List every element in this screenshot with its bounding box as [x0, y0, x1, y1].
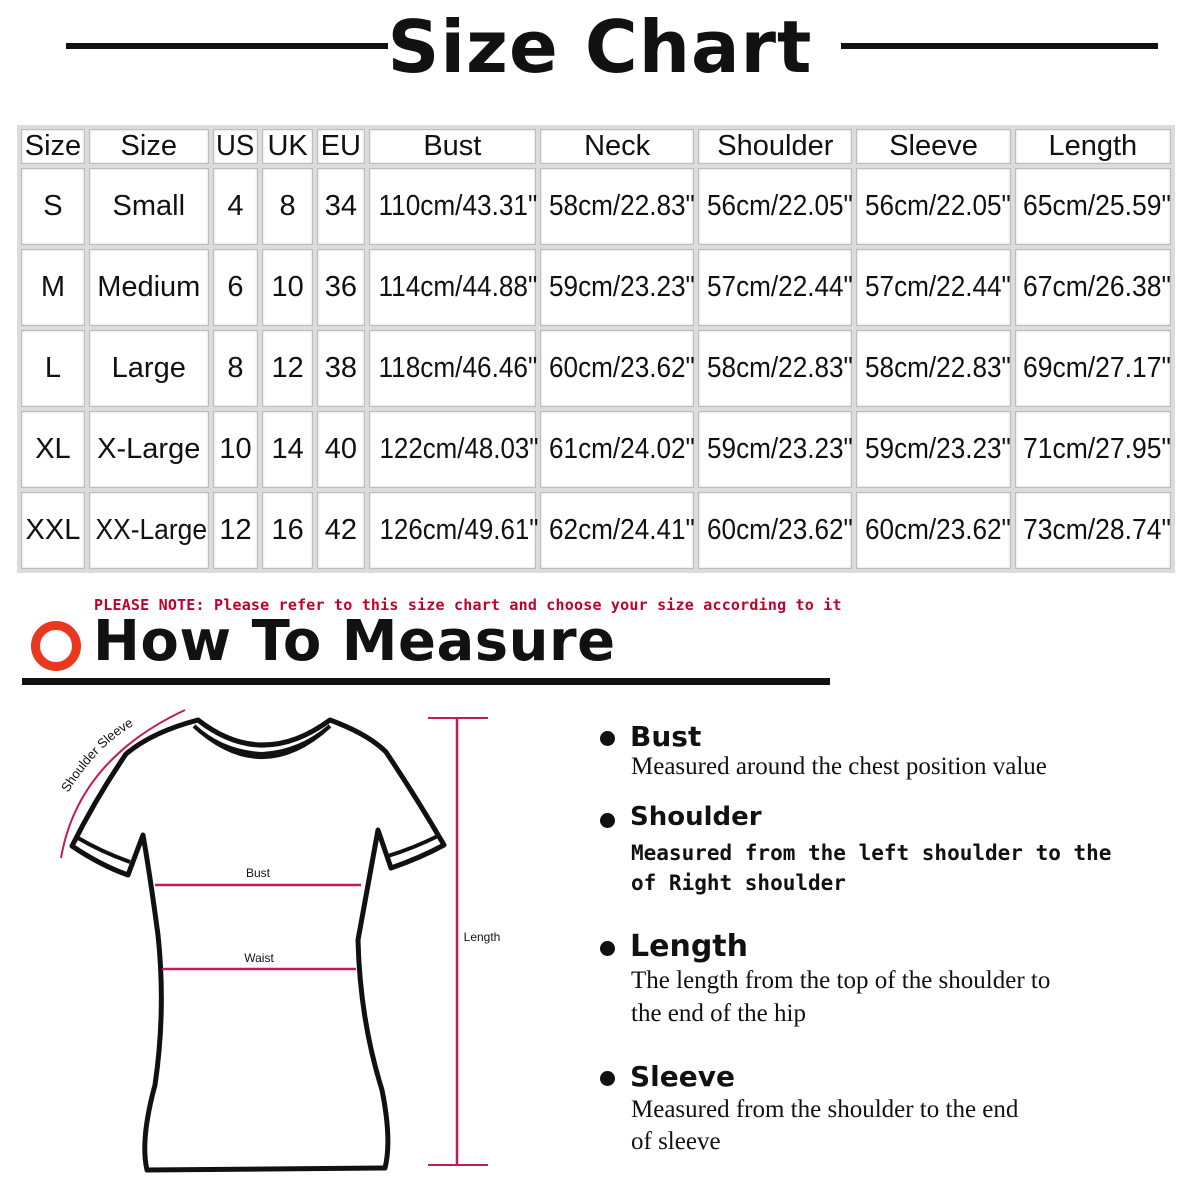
desc-sleeve-text-line-1: Measured from the shoulder to the end	[631, 1096, 1019, 1123]
table-cell: 16	[262, 492, 313, 569]
table-cell: 12	[262, 330, 313, 407]
bullet-icon	[600, 941, 615, 956]
desc-shoulder-heading: Shoulder	[630, 802, 762, 832]
table-cell: 14	[262, 411, 313, 488]
size-chart-table	[17, 125, 1175, 573]
desc-length-text-line-1: The length from the top of the shoulder to	[631, 967, 1051, 994]
table-cell: 61cm/24.02"	[540, 411, 694, 488]
table-cell: 36	[317, 249, 365, 326]
table-row	[21, 330, 1171, 407]
bullet-icon	[600, 1071, 615, 1086]
table-cell: 57cm/22.44"	[698, 249, 852, 326]
table-cell: 60cm/23.62"	[540, 330, 694, 407]
table-cell: 118cm/46.46"	[369, 330, 536, 407]
header-us: US	[213, 129, 259, 164]
table-cell: 122cm/48.03"	[369, 411, 536, 488]
header-neck: Neck	[540, 129, 694, 164]
shoulder-sleeve-label: Shoulder Sleeve	[57, 714, 136, 795]
desc-length-heading: Length	[630, 929, 748, 964]
header-size-name: Size	[89, 129, 209, 164]
measure-title-underline	[22, 678, 830, 685]
bullet-icon	[600, 731, 615, 746]
table-cell: M	[21, 249, 85, 326]
bullet-icon	[600, 813, 615, 828]
tshirt-outline	[72, 720, 444, 1170]
table-cell: 58cm/22.83"	[698, 330, 852, 407]
table-row	[21, 168, 1171, 245]
table-cell: 110cm/43.31"	[369, 168, 536, 245]
table-cell: XL	[21, 411, 85, 488]
bust-label: Bust	[245, 866, 271, 880]
table-cell: 60cm/23.62"	[856, 492, 1010, 569]
table-cell: 65cm/25.59"	[1015, 168, 1171, 245]
table-cell: 62cm/24.41"	[540, 492, 694, 569]
table-cell: 6	[213, 249, 259, 326]
how-to-measure-title: How To Measure	[93, 609, 616, 674]
table-cell: 56cm/22.05"	[856, 168, 1010, 245]
table-cell: 40	[317, 411, 365, 488]
desc-bust-heading: Bust	[630, 720, 702, 753]
desc-shoulder-text-line-1: Measured from the left shoulder to the	[631, 841, 1112, 865]
table-row	[21, 492, 1171, 569]
desc-length-text-line-2: the end of the hip	[631, 1000, 806, 1027]
table-cell: 60cm/23.62"	[698, 492, 852, 569]
table-cell: 56cm/22.05"	[698, 168, 852, 245]
table-row	[21, 411, 1171, 488]
table-cell: 10	[262, 249, 313, 326]
table-cell: 69cm/27.17"	[1015, 330, 1171, 407]
tshirt-diagram	[0, 690, 560, 1190]
table-cell: 10	[213, 411, 259, 488]
page-title: Size Chart	[387, 5, 813, 89]
table-cell: 8	[262, 168, 313, 245]
desc-sleeve-text-line-2: of sleeve	[631, 1128, 721, 1155]
table-cell: 59cm/23.23"	[540, 249, 694, 326]
table-cell: 42	[317, 492, 365, 569]
header-eu: EU	[317, 129, 365, 164]
ring-bullet-icon	[31, 621, 81, 671]
table-cell: 58cm/22.83"	[540, 168, 694, 245]
size-note: PLEASE NOTE: Please refer to this size chart and choose your size according to it	[94, 596, 842, 614]
header-uk: UK	[262, 129, 313, 164]
table-cell: 4	[213, 168, 259, 245]
table-header-row	[21, 129, 1171, 164]
table-cell: 114cm/44.88"	[369, 249, 536, 326]
table-cell: 58cm/22.83"	[856, 330, 1010, 407]
table-cell: 57cm/22.44"	[856, 249, 1010, 326]
table-cell: 126cm/49.61"	[369, 492, 536, 569]
table-cell: XXL	[21, 492, 85, 569]
table-row	[21, 249, 1171, 326]
table-cell: 73cm/28.74"	[1015, 492, 1171, 569]
table-cell: L	[21, 330, 85, 407]
waist-label: Waist	[244, 951, 274, 965]
length-label: Length	[463, 930, 501, 944]
table-cell: 12	[213, 492, 259, 569]
table-cell: 8	[213, 330, 259, 407]
table-cell: XX-Large	[89, 492, 209, 569]
desc-sleeve-heading: Sleeve	[630, 1060, 735, 1093]
table-cell: 71cm/27.95"	[1015, 411, 1171, 488]
table-cell: Large	[89, 330, 209, 407]
table-cell: X-Large	[89, 411, 209, 488]
header-bust: Bust	[369, 129, 536, 164]
header-length: Length	[1015, 129, 1171, 164]
table-cell: 38	[317, 330, 365, 407]
table-cell: 34	[317, 168, 365, 245]
table-cell: Small	[89, 168, 209, 245]
desc-shoulder-text-line-2: of Right shoulder	[631, 871, 846, 895]
header-shoulder: Shoulder	[698, 129, 852, 164]
table-cell: 67cm/26.38"	[1015, 249, 1171, 326]
table-cell: 59cm/23.23"	[856, 411, 1010, 488]
table-cell: 59cm/23.23"	[698, 411, 852, 488]
table-cell: Medium	[89, 249, 209, 326]
desc-bust-text: Measured around the chest position value	[631, 753, 1047, 780]
header-size-code: Size	[21, 129, 85, 164]
table-cell: S	[21, 168, 85, 245]
header-sleeve: Sleeve	[856, 129, 1010, 164]
